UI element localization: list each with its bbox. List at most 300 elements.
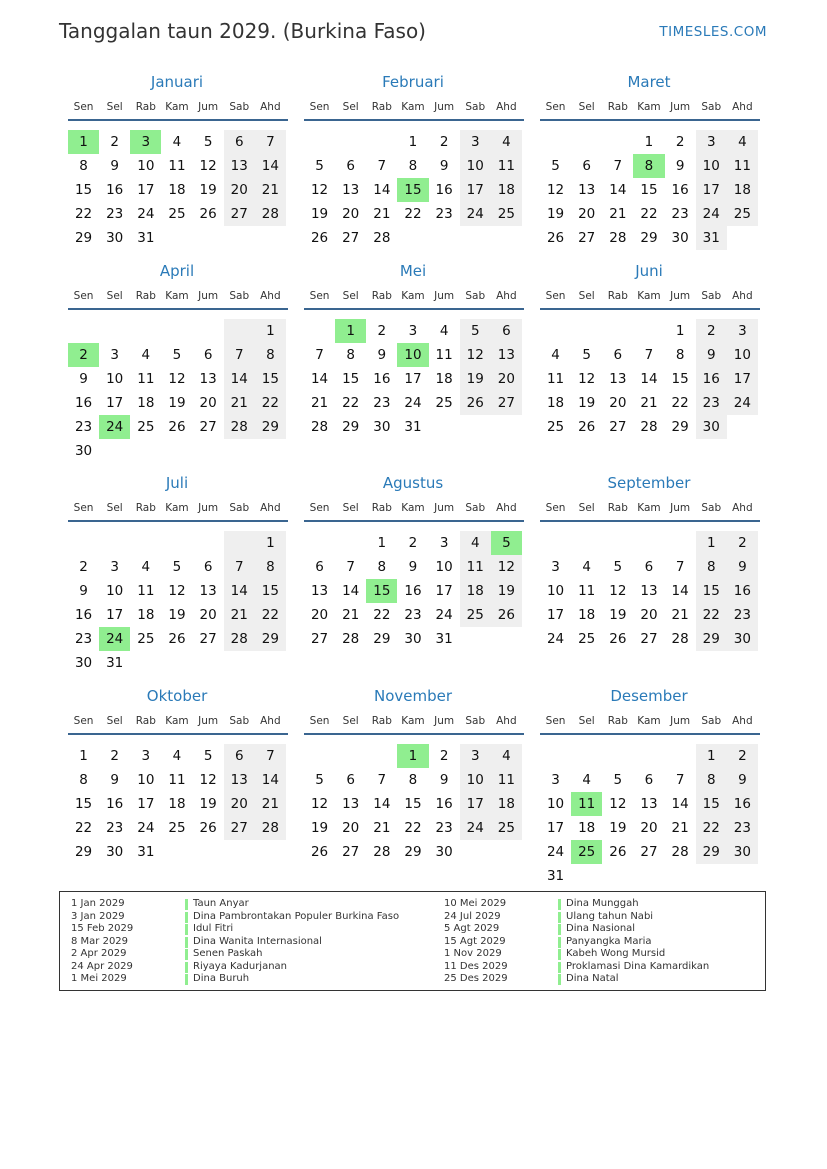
weekday-header: Sel [578, 715, 595, 727]
day-cell: 21 [373, 206, 391, 222]
month-title: Maret [627, 73, 671, 91]
day-cell: 7 [315, 347, 324, 363]
day-cell: 13 [578, 182, 596, 198]
day-cell: 4 [460, 531, 491, 555]
day-cell: 16 [727, 579, 758, 603]
header-rule [68, 119, 288, 121]
day-cell: 9 [439, 772, 449, 788]
day-cell: 14 [255, 768, 286, 792]
day-cell: 2 [439, 748, 449, 764]
day-cell: 6 [224, 130, 255, 154]
day-cell: 28 [224, 627, 255, 651]
day-cell: 8 [408, 158, 418, 174]
legend-holiday-name: Dina Munggah [566, 898, 639, 909]
day-cell: 25 [435, 395, 453, 411]
day-cell: 9 [727, 555, 758, 579]
day-cell: 19 [310, 820, 329, 836]
day-cell: 17 [546, 820, 565, 836]
day-cell: 21 [255, 792, 286, 816]
day-cell: 24 [137, 820, 155, 836]
day-cell: 12 [199, 158, 217, 174]
day-cell: 23 [74, 631, 93, 647]
day-cell: 15 [74, 182, 93, 198]
weekday-header: Sel [578, 290, 595, 302]
day-cell: 6 [644, 772, 654, 788]
weekday-header: Sen [73, 290, 94, 302]
day-cell: 6 [582, 158, 591, 174]
day-cell: 8 [696, 768, 727, 792]
weekday-header: Sel [342, 101, 359, 113]
weekday-header: Jum [434, 715, 455, 727]
day-cell: 26 [310, 230, 329, 246]
weekday-header: Rab [371, 715, 392, 727]
day-cell: 8 [408, 772, 418, 788]
weekday-header: Rab [371, 502, 392, 514]
holiday-day-cell: 1 [335, 319, 366, 343]
day-cell: 13 [224, 768, 255, 792]
legend-marker [185, 949, 188, 960]
weekday-header: Rab [135, 290, 156, 302]
weekday-header: Sel [578, 502, 595, 514]
weekday-header: Rab [135, 101, 156, 113]
day-cell: 15 [404, 796, 422, 812]
legend-date: 24 Jul 2029 [444, 910, 501, 922]
day-cell: 7 [255, 744, 286, 768]
day-cell: 6 [346, 772, 355, 788]
weekday-header: Jum [670, 290, 691, 302]
weekday-header: Sen [309, 290, 330, 302]
day-cell: 20 [342, 820, 360, 836]
header-rule [540, 308, 760, 310]
day-cell: 27 [199, 631, 217, 647]
day-cell: 12 [609, 583, 627, 599]
day-cell: 29 [255, 415, 286, 439]
day-cell: 25 [727, 202, 758, 226]
legend-marker [185, 912, 188, 923]
day-cell: 31 [137, 230, 155, 246]
day-cell: 5 [315, 772, 324, 788]
day-cell: 29 [696, 840, 727, 864]
day-cell: 18 [460, 579, 491, 603]
weekday-header: Sab [701, 290, 722, 302]
day-cell: 29 [671, 419, 689, 435]
weekday-header: Sen [73, 101, 94, 113]
day-cell: 13 [224, 154, 255, 178]
day-cell: 30 [696, 415, 727, 439]
day-cell: 9 [675, 158, 685, 174]
day-cell: 26 [168, 419, 186, 435]
weekday-header: Rab [607, 101, 628, 113]
day-cell: 3 [110, 347, 119, 363]
day-cell: 9 [408, 559, 418, 575]
day-cell: 14 [609, 182, 627, 198]
weekday-header: Ahd [260, 502, 281, 514]
day-cell: 9 [696, 343, 727, 367]
weekday-header: Sen [73, 715, 94, 727]
day-cell: 6 [644, 559, 654, 575]
month-title: November [373, 687, 453, 705]
day-cell: 10 [460, 768, 491, 792]
day-cell: 2 [675, 134, 685, 150]
day-cell: 20 [310, 607, 329, 623]
day-cell: 7 [224, 343, 255, 367]
day-cell: 30 [74, 443, 93, 459]
day-cell: 17 [137, 182, 155, 198]
day-cell: 19 [609, 607, 627, 623]
day-cell: 1 [696, 744, 727, 768]
day-cell: 25 [137, 631, 155, 647]
legend-holiday-name: Ulang tahun Nabi [566, 910, 654, 922]
day-cell: 16 [106, 796, 124, 812]
day-cell: 3 [460, 744, 491, 768]
holiday-day-cell: 8 [633, 154, 664, 178]
weekday-header: Kam [165, 715, 189, 727]
day-cell: 7 [675, 772, 685, 788]
month-title: Februari [382, 73, 444, 91]
day-cell: 2 [696, 319, 727, 343]
weekday-header: Sen [73, 502, 94, 514]
day-cell: 16 [671, 182, 689, 198]
day-cell: 17 [435, 583, 453, 599]
header-rule [540, 520, 760, 522]
day-cell: 5 [613, 772, 623, 788]
day-cell: 3 [460, 130, 491, 154]
weekday-header: Kam [401, 502, 425, 514]
day-cell: 12 [310, 182, 329, 198]
day-cell: 12 [578, 371, 596, 387]
day-cell: 16 [373, 371, 391, 387]
day-cell: 13 [199, 583, 217, 599]
month-title: Agustus [382, 474, 444, 492]
day-cell: 10 [137, 772, 155, 788]
weekday-header: Rab [371, 290, 392, 302]
day-cell: 13 [199, 371, 217, 387]
day-cell: 29 [373, 631, 391, 647]
day-cell: 15 [696, 792, 727, 816]
page-title: Tanggalan taun 2029. (Burkina Faso) [59, 19, 426, 43]
legend-date: 2 Apr 2029 [71, 948, 127, 959]
day-cell: 11 [491, 154, 522, 178]
weekday-header: Kam [637, 290, 661, 302]
day-cell: 13 [342, 796, 360, 812]
day-cell: 5 [613, 559, 623, 575]
day-cell: 4 [141, 559, 151, 575]
weekday-header: Jum [670, 715, 691, 727]
day-cell: 1 [675, 323, 685, 339]
day-cell: 15 [255, 579, 286, 603]
day-cell: 13 [342, 182, 360, 198]
weekend-blank-cell [224, 319, 255, 343]
day-cell: 23 [435, 820, 453, 836]
day-cell: 5 [203, 134, 213, 150]
header-rule [540, 733, 760, 735]
weekday-header: Kam [637, 502, 661, 514]
holiday-day-cell: 2 [68, 343, 99, 367]
month-title: April [159, 262, 195, 280]
weekday-header: Ahd [732, 502, 753, 514]
day-cell: 11 [137, 583, 155, 599]
day-cell: 28 [373, 230, 391, 246]
day-cell: 27 [342, 230, 360, 246]
holiday-day-cell: 15 [397, 178, 428, 202]
day-cell: 16 [696, 367, 727, 391]
legend-marker [185, 962, 188, 973]
day-cell: 14 [373, 796, 391, 812]
day-cell: 24 [546, 844, 565, 860]
day-cell: 3 [110, 559, 119, 575]
day-cell: 16 [435, 796, 453, 812]
weekday-header: Sab [229, 290, 250, 302]
day-cell: 5 [551, 158, 560, 174]
day-cell: 21 [373, 820, 391, 836]
day-cell: 28 [255, 202, 286, 226]
day-cell: 22 [74, 820, 93, 836]
day-cell: 20 [199, 607, 217, 623]
day-cell: 9 [439, 158, 449, 174]
holiday-day-cell: 24 [99, 627, 130, 651]
day-cell: 4 [582, 772, 591, 788]
weekend-blank-cell [224, 531, 255, 555]
day-cell: 11 [137, 371, 155, 387]
day-cell: 8 [377, 559, 387, 575]
day-cell: 27 [640, 844, 658, 860]
day-cell: 23 [696, 391, 727, 415]
day-cell: 30 [74, 655, 93, 671]
day-cell: 30 [106, 230, 124, 246]
day-cell: 8 [79, 772, 88, 788]
day-cell: 21 [640, 395, 658, 411]
day-cell: 20 [491, 367, 522, 391]
month-title: Oktober [146, 687, 208, 705]
day-cell: 19 [168, 395, 186, 411]
day-cell: 5 [315, 158, 324, 174]
day-cell: 12 [310, 796, 329, 812]
day-cell: 5 [582, 347, 591, 363]
day-cell: 23 [727, 603, 758, 627]
weekday-header: Sel [342, 715, 359, 727]
day-cell: 18 [727, 178, 758, 202]
weekday-header: Ahd [260, 101, 281, 113]
month-title: Juni [635, 262, 663, 280]
day-cell: 21 [342, 607, 360, 623]
legend-date: 15 Agt 2029 [444, 935, 506, 947]
weekday-header: Sab [465, 290, 486, 302]
day-cell: 28 [671, 631, 689, 647]
legend-holiday-name: Dina Natal [566, 973, 619, 984]
day-cell: 20 [224, 178, 255, 202]
day-cell: 27 [224, 202, 255, 226]
month-title: Januari [150, 73, 204, 91]
day-cell: 20 [578, 206, 596, 222]
legend-date: 11 Des 2029 [444, 960, 508, 972]
day-cell: 29 [640, 230, 658, 246]
legend-holiday-name: Idul Fitri [193, 923, 234, 934]
day-cell: 21 [671, 820, 689, 836]
day-cell: 16 [74, 607, 93, 623]
day-cell: 15 [640, 182, 658, 198]
day-cell: 8 [346, 347, 355, 363]
day-cell: 16 [106, 182, 124, 198]
day-cell: 15 [671, 371, 689, 387]
legend-date: 5 Agt 2029 [444, 923, 500, 934]
weekday-header: Rab [607, 290, 628, 302]
day-cell: 13 [609, 371, 627, 387]
month-title: September [607, 474, 691, 492]
weekday-header: Kam [401, 715, 425, 727]
day-cell: 27 [310, 631, 329, 647]
day-cell: 22 [696, 816, 727, 840]
weekday-header: Jum [198, 290, 219, 302]
weekday-header: Sel [106, 101, 123, 113]
day-cell: 18 [168, 796, 186, 812]
weekday-header: Sab [229, 101, 250, 113]
day-cell: 22 [74, 206, 93, 222]
day-cell: 5 [203, 748, 213, 764]
day-cell: 12 [168, 371, 186, 387]
day-cell: 29 [74, 844, 93, 860]
day-cell: 12 [199, 772, 217, 788]
day-cell: 17 [460, 792, 491, 816]
weekday-header: Jum [198, 502, 219, 514]
day-cell: 26 [168, 631, 186, 647]
day-cell: 24 [435, 607, 453, 623]
weekday-header: Jum [670, 502, 691, 514]
holiday-day-cell: 10 [397, 343, 428, 367]
day-cell: 31 [696, 226, 727, 250]
weekday-header: Sab [229, 502, 250, 514]
day-cell: 22 [373, 607, 391, 623]
day-cell: 14 [224, 367, 255, 391]
header-rule [68, 308, 288, 310]
day-cell: 2 [727, 531, 758, 555]
day-cell: 6 [224, 744, 255, 768]
day-cell: 17 [727, 367, 758, 391]
day-cell: 18 [168, 182, 186, 198]
day-cell: 1 [255, 531, 286, 555]
holiday-day-cell: 11 [571, 792, 602, 816]
legend-marker [558, 924, 561, 935]
day-cell: 28 [342, 631, 360, 647]
weekday-header: Rab [607, 502, 628, 514]
day-cell: 20 [609, 395, 627, 411]
legend-holiday-name: Dina Wanita Internasional [193, 935, 322, 947]
legend-holiday-name: Riyaya Kadurjanan [193, 960, 288, 972]
day-cell: 3 [696, 130, 727, 154]
legend-date: 1 Mei 2029 [71, 973, 127, 984]
day-cell: 17 [696, 178, 727, 202]
day-cell: 30 [671, 230, 689, 246]
day-cell: 26 [199, 206, 217, 222]
day-cell: 31 [106, 655, 124, 671]
holiday-day-cell: 1 [68, 130, 99, 154]
day-cell: 24 [460, 202, 491, 226]
day-cell: 10 [546, 796, 565, 812]
weekday-header: Sel [578, 101, 595, 113]
day-cell: 26 [578, 419, 596, 435]
legend-holiday-name: Kabeh Wong Mursid [566, 948, 666, 959]
day-cell: 28 [310, 419, 329, 435]
day-cell: 6 [203, 559, 213, 575]
day-cell: 6 [613, 347, 623, 363]
day-cell: 3 [551, 559, 560, 575]
month-title: Mei [399, 262, 427, 280]
legend-date: 1 Nov 2029 [444, 948, 502, 959]
day-cell: 14 [342, 583, 360, 599]
day-cell: 23 [106, 206, 124, 222]
day-cell: 21 [609, 206, 627, 222]
day-cell: 6 [203, 347, 213, 363]
day-cell: 14 [310, 371, 329, 387]
day-cell: 14 [373, 182, 391, 198]
legend-marker [185, 937, 188, 948]
day-cell: 4 [727, 130, 758, 154]
day-cell: 2 [110, 748, 119, 764]
day-cell: 1 [644, 134, 654, 150]
day-cell: 24 [546, 631, 565, 647]
day-cell: 30 [727, 627, 758, 651]
brand-logo[interactable]: TIMESLES.COM [659, 24, 767, 40]
day-cell: 15 [74, 796, 93, 812]
day-cell: 8 [255, 343, 286, 367]
day-cell: 18 [491, 792, 522, 816]
day-cell: 12 [491, 555, 522, 579]
weekday-header: Kam [165, 290, 189, 302]
holiday-day-cell: 5 [491, 531, 522, 555]
weekday-header: Jum [434, 502, 455, 514]
day-cell: 10 [137, 158, 155, 174]
weekday-header: Sab [701, 715, 722, 727]
weekday-header: Kam [637, 715, 661, 727]
day-cell: 31 [546, 868, 565, 884]
day-cell: 9 [727, 768, 758, 792]
day-cell: 25 [460, 603, 491, 627]
day-cell: 25 [546, 419, 565, 435]
day-cell: 18 [435, 371, 453, 387]
day-cell: 20 [640, 607, 658, 623]
header-rule [304, 520, 524, 522]
day-cell: 25 [137, 419, 155, 435]
day-cell: 26 [460, 391, 491, 415]
day-cell: 10 [546, 583, 565, 599]
day-cell: 13 [640, 583, 658, 599]
day-cell: 22 [671, 395, 689, 411]
day-cell: 16 [727, 792, 758, 816]
day-cell: 23 [74, 419, 93, 435]
day-cell: 26 [609, 844, 627, 860]
day-cell: 18 [578, 607, 596, 623]
day-cell: 30 [404, 631, 422, 647]
day-cell: 28 [640, 419, 658, 435]
weekday-header: Sab [701, 502, 722, 514]
legend-marker [185, 924, 188, 935]
month-title: Desember [610, 687, 688, 705]
day-cell: 7 [377, 158, 387, 174]
day-cell: 6 [491, 319, 522, 343]
holiday-legend [59, 891, 766, 991]
weekday-header: Sen [309, 715, 330, 727]
day-cell: 4 [172, 134, 182, 150]
legend-marker [558, 962, 561, 973]
legend-date: 25 Des 2029 [444, 973, 508, 984]
weekday-header: Ahd [732, 101, 753, 113]
day-cell: 23 [106, 820, 124, 836]
day-cell: 10 [106, 583, 124, 599]
day-cell: 27 [578, 230, 596, 246]
day-cell: 4 [491, 744, 522, 768]
weekday-header: Kam [637, 101, 661, 113]
weekday-header: Sel [106, 715, 123, 727]
day-cell: 28 [373, 844, 391, 860]
